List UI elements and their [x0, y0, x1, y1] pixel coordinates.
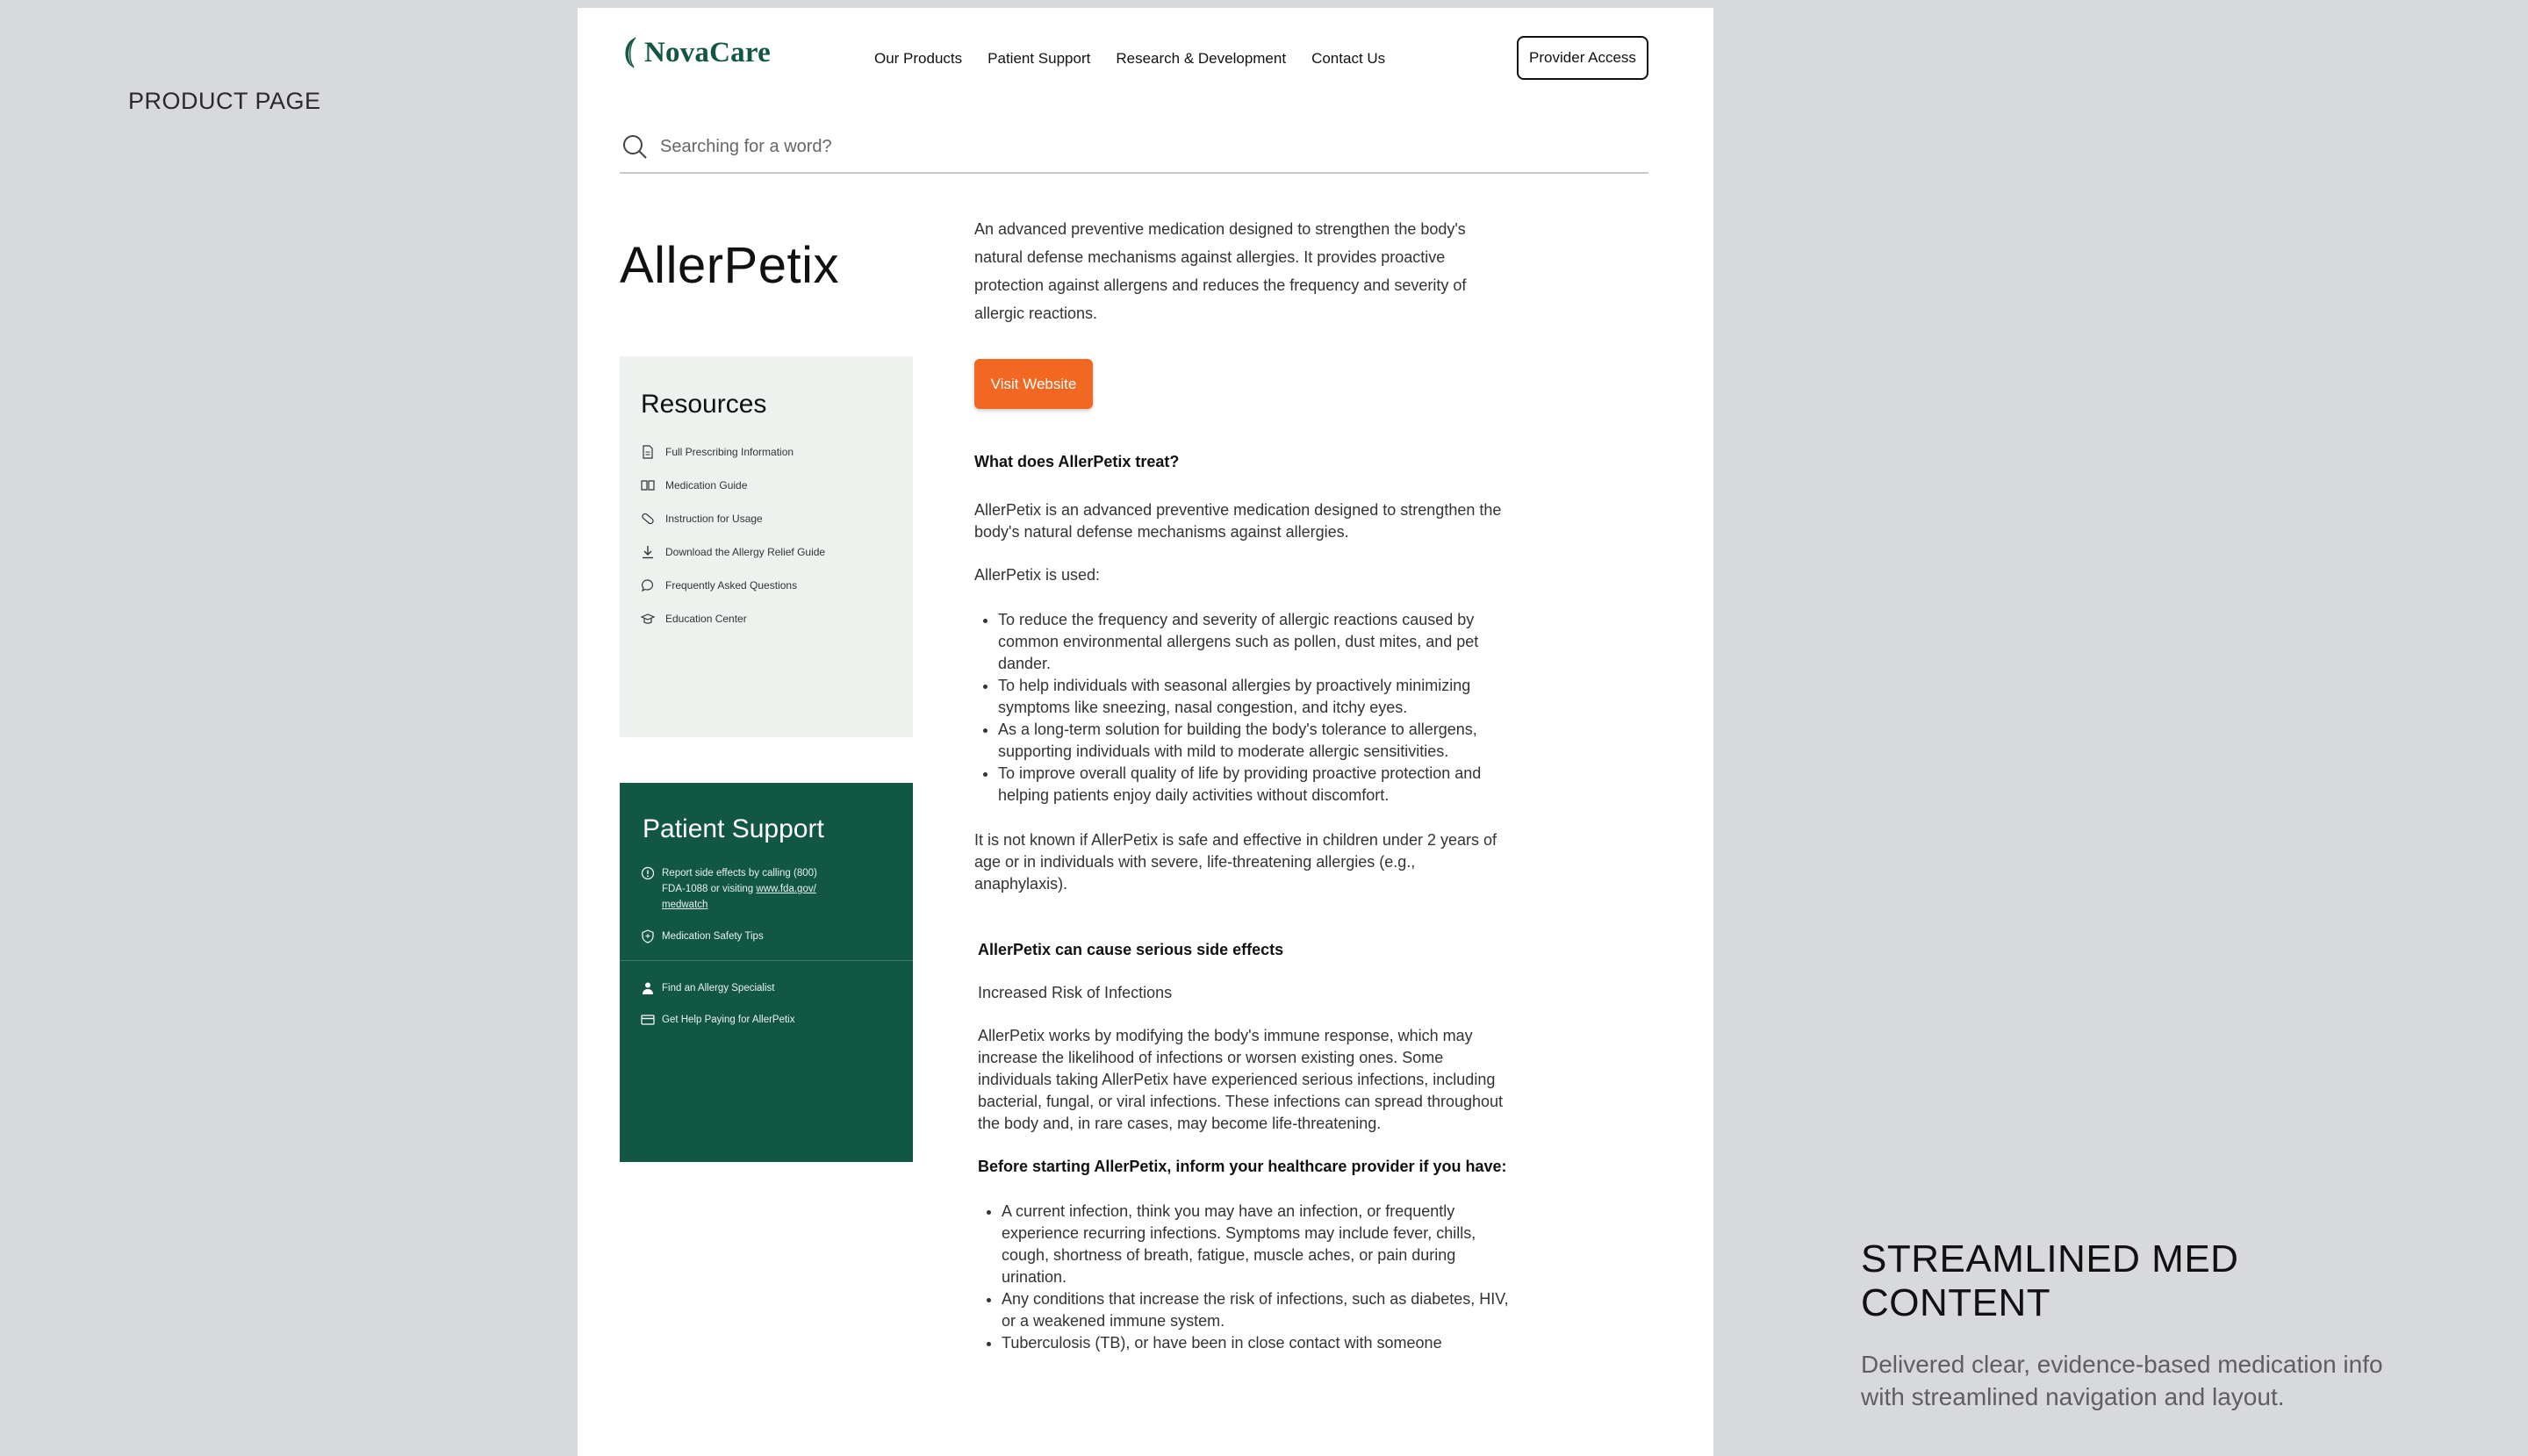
resource-label: Medication Guide [665, 479, 748, 491]
paying-label: Get Help Paying for AllerPetix [662, 1015, 795, 1025]
report-side-effects [620, 865, 913, 913]
product-intro: An advanced preventive medication designed to strengthen the body's natural defense mechanisms against allergies. It provides proactive protection against allergens and reduces the frequency and severity of allergic reactions. [974, 220, 1467, 322]
pill-icon [641, 512, 655, 526]
provider-access-button[interactable]: Provider Access [1517, 36, 1648, 80]
document-icon [641, 445, 655, 459]
treat-heading: What does AllerPetix treat? [974, 453, 1180, 470]
safety-tips-label: Medication Safety Tips [662, 931, 764, 942]
get-help-paying[interactable] [620, 1012, 913, 1028]
graduation-cap-icon [641, 612, 655, 626]
patient-support-heading: Patient Support [643, 814, 824, 843]
list-item: • A current infection, think you may have an infection, or frequently experience recurring infections. Symptoms may include fever, chills, cough, shortness of breath, fatigue, muscle aches, or pain during urination. [1002, 1201, 1510, 1288]
resource-label: Education Center [665, 613, 747, 625]
nav-contact-us[interactable]: Contact Us [1311, 50, 1386, 67]
main-nav [874, 50, 1385, 68]
fda-medwatch-link[interactable]: www.fda.gov/ medwatch [662, 884, 816, 910]
find-allergy-specialist[interactable] [620, 980, 913, 996]
main-content [974, 215, 1510, 1354]
book-icon [641, 478, 655, 492]
before-starting-heading: Before starting AllerPetix, inform your healthcare provider if you have: [978, 1158, 1507, 1175]
search-icon [621, 133, 648, 160]
promo-block [1861, 1237, 2405, 1413]
resource-medication-guide[interactable] [641, 469, 913, 502]
promo-title: STREAMLINED MED CONTENT [1861, 1237, 2239, 1324]
children-note: It is not known if AllerPetix is safe and effective in children under 2 years of age or in individuals with severe, life-threatening allergies (e.g., anaphylaxis). [974, 831, 1497, 893]
resource-label: Full Prescribing Information [665, 446, 794, 458]
resources-panel [620, 356, 913, 737]
logo-text: NovaCare [644, 36, 771, 68]
list-item: • Tuberculosis (TB), or have been in close contact with someone [1002, 1332, 1510, 1354]
nav-our-products[interactable]: Our Products [874, 50, 963, 67]
specialist-label: Find an Allergy Specialist [662, 983, 775, 993]
uses-list [974, 609, 1510, 807]
report-text: Report side effects by calling (800) FDA-1088 or visiting [662, 868, 817, 894]
product-title: AllerPetix [620, 237, 839, 294]
infection-paragraph: AllerPetix works by modifying the body's immune response, which may increase the likelihood of infections or worsen existing ones. Some individuals taking AllerPetix have experienced serious infections, including bacterial, fungal, or viral infections. These infections can spread throughout the body and, in rare cases, may become life-threatening. [978, 1027, 1504, 1132]
list-item: • Any conditions that increase the risk of infections, such as diabetes, HIV, or a weakened immune system. [1002, 1288, 1510, 1332]
resource-instruction-for-usage[interactable] [641, 502, 913, 535]
support-divider [620, 960, 913, 961]
nav-patient-support[interactable]: Patient Support [988, 50, 1091, 67]
visit-website-button[interactable]: Visit Website [974, 359, 1093, 409]
logo-leaf-icon [620, 36, 639, 69]
promo-description: Delivered clear, evidence-based medication info with streamlined navigation and layout. [1861, 1351, 2383, 1410]
resource-education-center[interactable] [641, 602, 913, 635]
resources-heading: Resources [641, 390, 767, 419]
resource-label: Download the Allergy Relief Guide [665, 546, 826, 558]
infection-subheading: Increased Risk of Infections [978, 984, 1173, 1001]
list-item: • To help individuals with seasonal allergies by proactively minimizing symptoms like sneezing, nasal congestion, and itchy eyes. [998, 675, 1510, 719]
doctor-icon [641, 981, 655, 995]
resource-faq[interactable] [641, 569, 913, 602]
shield-icon [641, 929, 655, 943]
search-input[interactable] [658, 130, 1627, 163]
nav-research-development[interactable]: Research & Development [1116, 50, 1287, 67]
treat-paragraph: AllerPetix is an advanced preventive medication designed to strengthen the body's natural defense mechanisms against allergies. [974, 501, 1502, 541]
used-intro: AllerPetix is used: [974, 566, 1101, 584]
search-bar [620, 125, 1648, 174]
chat-bubble-icon [641, 578, 655, 592]
info-circle-icon [641, 866, 655, 880]
list-item: • To improve overall quality of life by providing proactive protection and helping patients enjoy daily activities without discomfort. [998, 763, 1510, 807]
side-effects-heading: AllerPetix can cause serious side effects [978, 941, 1284, 958]
download-icon [641, 545, 655, 559]
list-item: • As a long-term solution for building the body's tolerance to allergens, supporting individuals with mild to moderate allergic sensitivities. [998, 719, 1510, 763]
conditions-list [978, 1201, 1510, 1354]
resource-label: Instruction for Usage [665, 513, 763, 525]
list-item: • To reduce the frequency and severity of allergic reactions caused by common environmental allergens such as pollen, dust mites, and pet dander. [998, 609, 1510, 675]
patient-support-panel [620, 783, 913, 1162]
side-label: PRODUCT PAGE [128, 88, 321, 114]
logo[interactable] [620, 36, 771, 69]
resource-full-prescribing-information[interactable] [641, 435, 913, 469]
resource-download-allergy-relief-guide[interactable] [641, 535, 913, 569]
medication-safety-tips[interactable] [620, 929, 913, 944]
product-page [578, 8, 1713, 1456]
resource-label: Frequently Asked Questions [665, 579, 798, 592]
side-effects-section [974, 939, 1510, 1354]
credit-card-icon [641, 1013, 655, 1027]
